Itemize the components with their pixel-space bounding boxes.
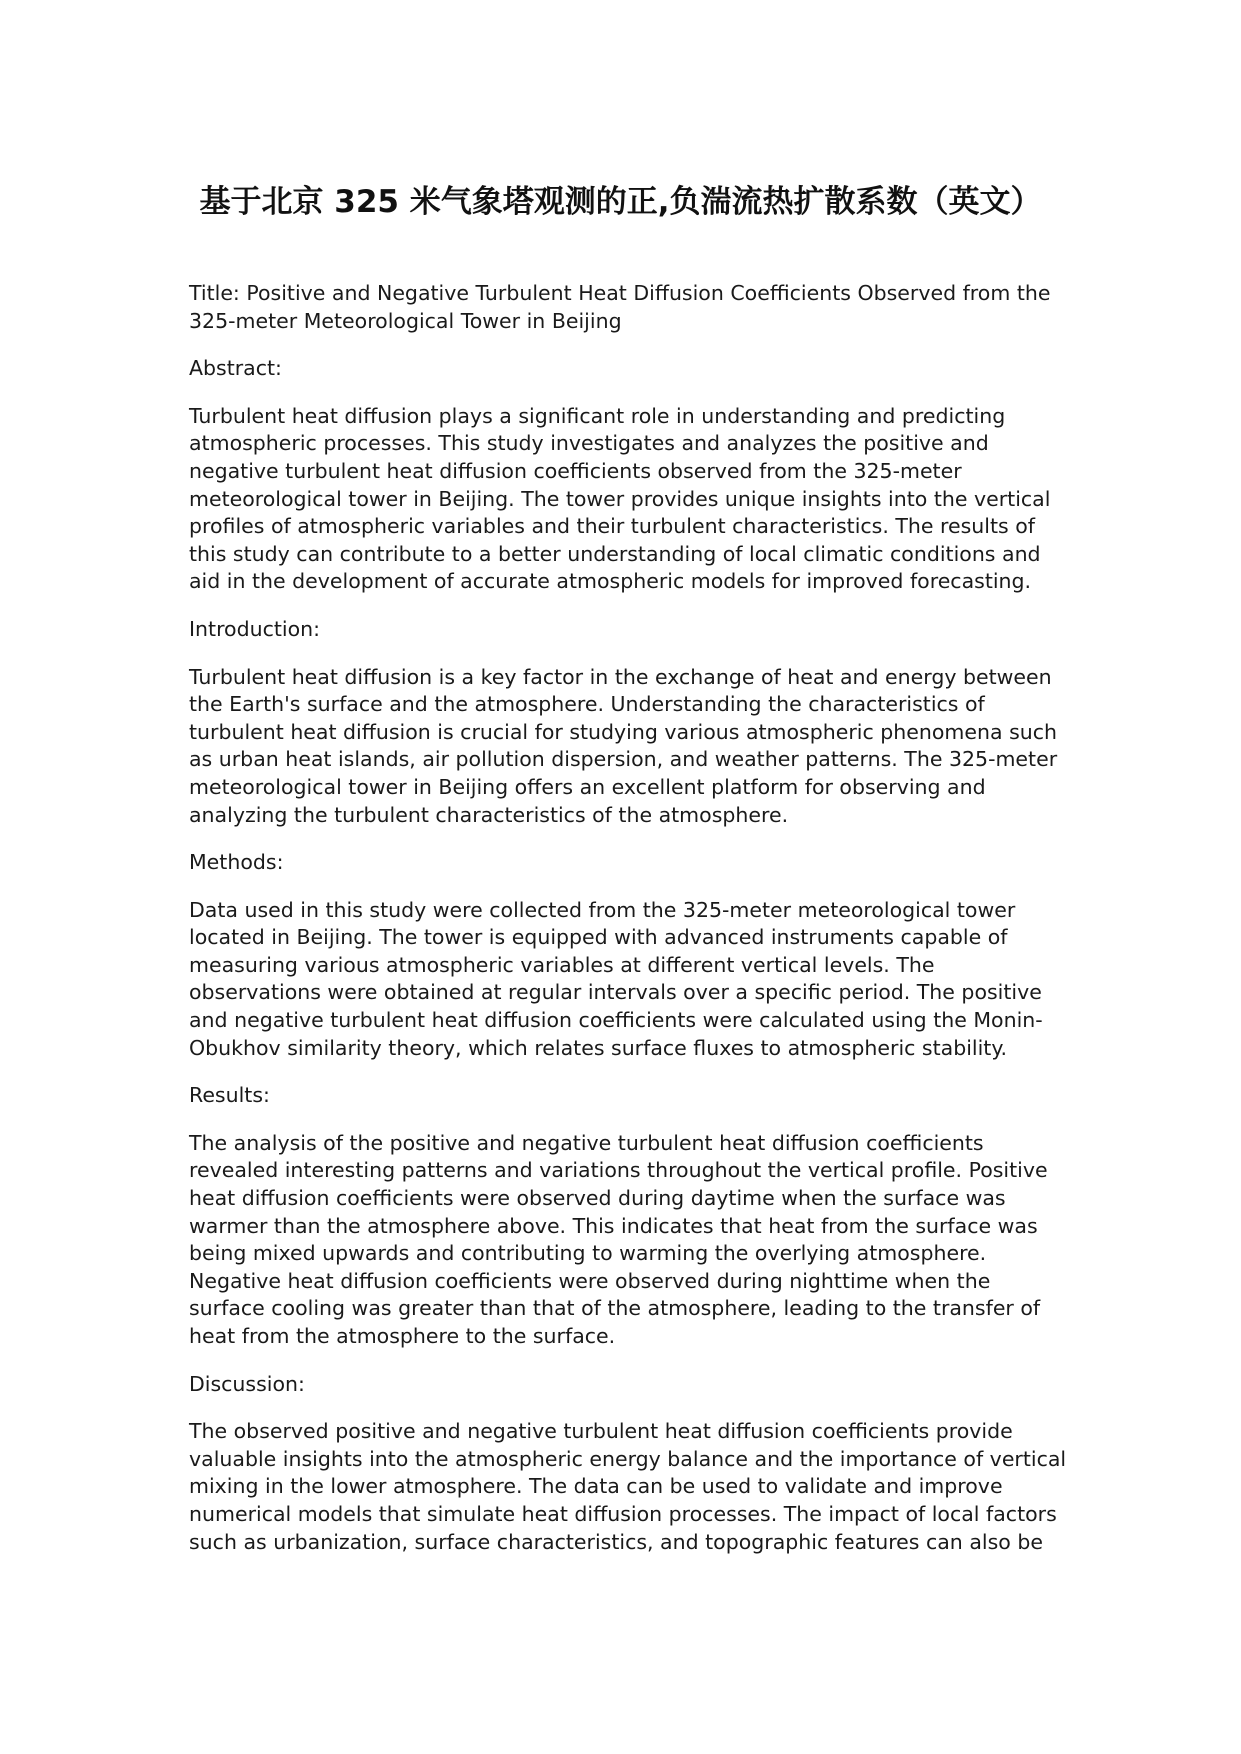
introduction-paragraph: Turbulent heat diffusion is a key factor in the exchange of heat and energy between the Earth's surface and the atmosphere. Understanding the characteristics of turbulent heat diffusion is crucial for studying various atmospheric phenomena such as urban heat islands, air pollution dispersion, and weather patterns. The 325-meter meteorological tower in Beijing offers an excellent platform for observing and analyzing the turbulent characteristics of the atmosphere. bbox=[189, 664, 1058, 827]
results-paragraph: The analysis of the positive and negative turbulent heat diffusion coefficients revealed interesting patterns and variations throughout the vertical profile. Positive heat diffusion coefficients were observed during daytime when the surface was warmer than the atmosphere above. This indicates that heat from the surface was being mixed upwards and contributing to warming the overlying atmosphere. Negative heat diffusion coefficients were observed during nighttime when the surface cooling was greater than that of the atmosphere, leading to the transfer of heat from the atmosphere to the surface. bbox=[189, 1130, 1048, 1348]
methods-heading: Methods: bbox=[189, 850, 284, 875]
results-heading: Results: bbox=[189, 1083, 270, 1108]
discussion-paragraph: The observed positive and negative turbulent heat diffusion coefficients provide valuable insights into the atmospheric energy balance and the importance of vertical mixing in the lower atmosphere. The data can be used to validate and improve numerical models that simulate heat diffusion processes. The impact of local factors such as urbanization, surface characteristics, and topographic features can also be bbox=[189, 1419, 1067, 1554]
introduction-heading: Introduction: bbox=[189, 616, 321, 641]
discussion-heading: Discussion: bbox=[189, 1371, 305, 1396]
document-body bbox=[189, 280, 1069, 1576]
title-line-paragraph: Title: Positive and Negative Turbulent Heat Diffusion Coefficients Observed from the 325-meter Meteorological Tower in Beijing bbox=[189, 281, 1051, 333]
methods-paragraph: Data used in this study were collected from the 325-meter meteorological tower located in Beijing. The tower is equipped with advanced instruments capable of measuring various atmospheric variables at different vertical levels. The observations were obtained at regular intervals over a specific period. The positive and negative turbulent heat diffusion coefficients were calculated using the Monin-Obukhov similarity theory, which relates surface fluxes to atmospheric stability. bbox=[189, 897, 1043, 1060]
abstract-paragraph: Turbulent heat diffusion plays a significant role in understanding and predicting atmospheric processes. This study investigates and analyzes the positive and negative turbulent heat diffusion coefficients observed from the 325-meter meteorological tower in Beijing. The tower provides unique insights into the vertical profiles of atmospheric variables and their turbulent characteristics. The results of this study can contribute to a better understanding of local climatic conditions and aid in the development of accurate atmospheric models for improved forecasting. bbox=[189, 403, 1051, 594]
document-title: 基于北京 325 米气象塔观测的正,负湍流热扩散系数（英文） bbox=[199, 184, 1042, 220]
abstract-heading: Abstract: bbox=[189, 356, 282, 381]
